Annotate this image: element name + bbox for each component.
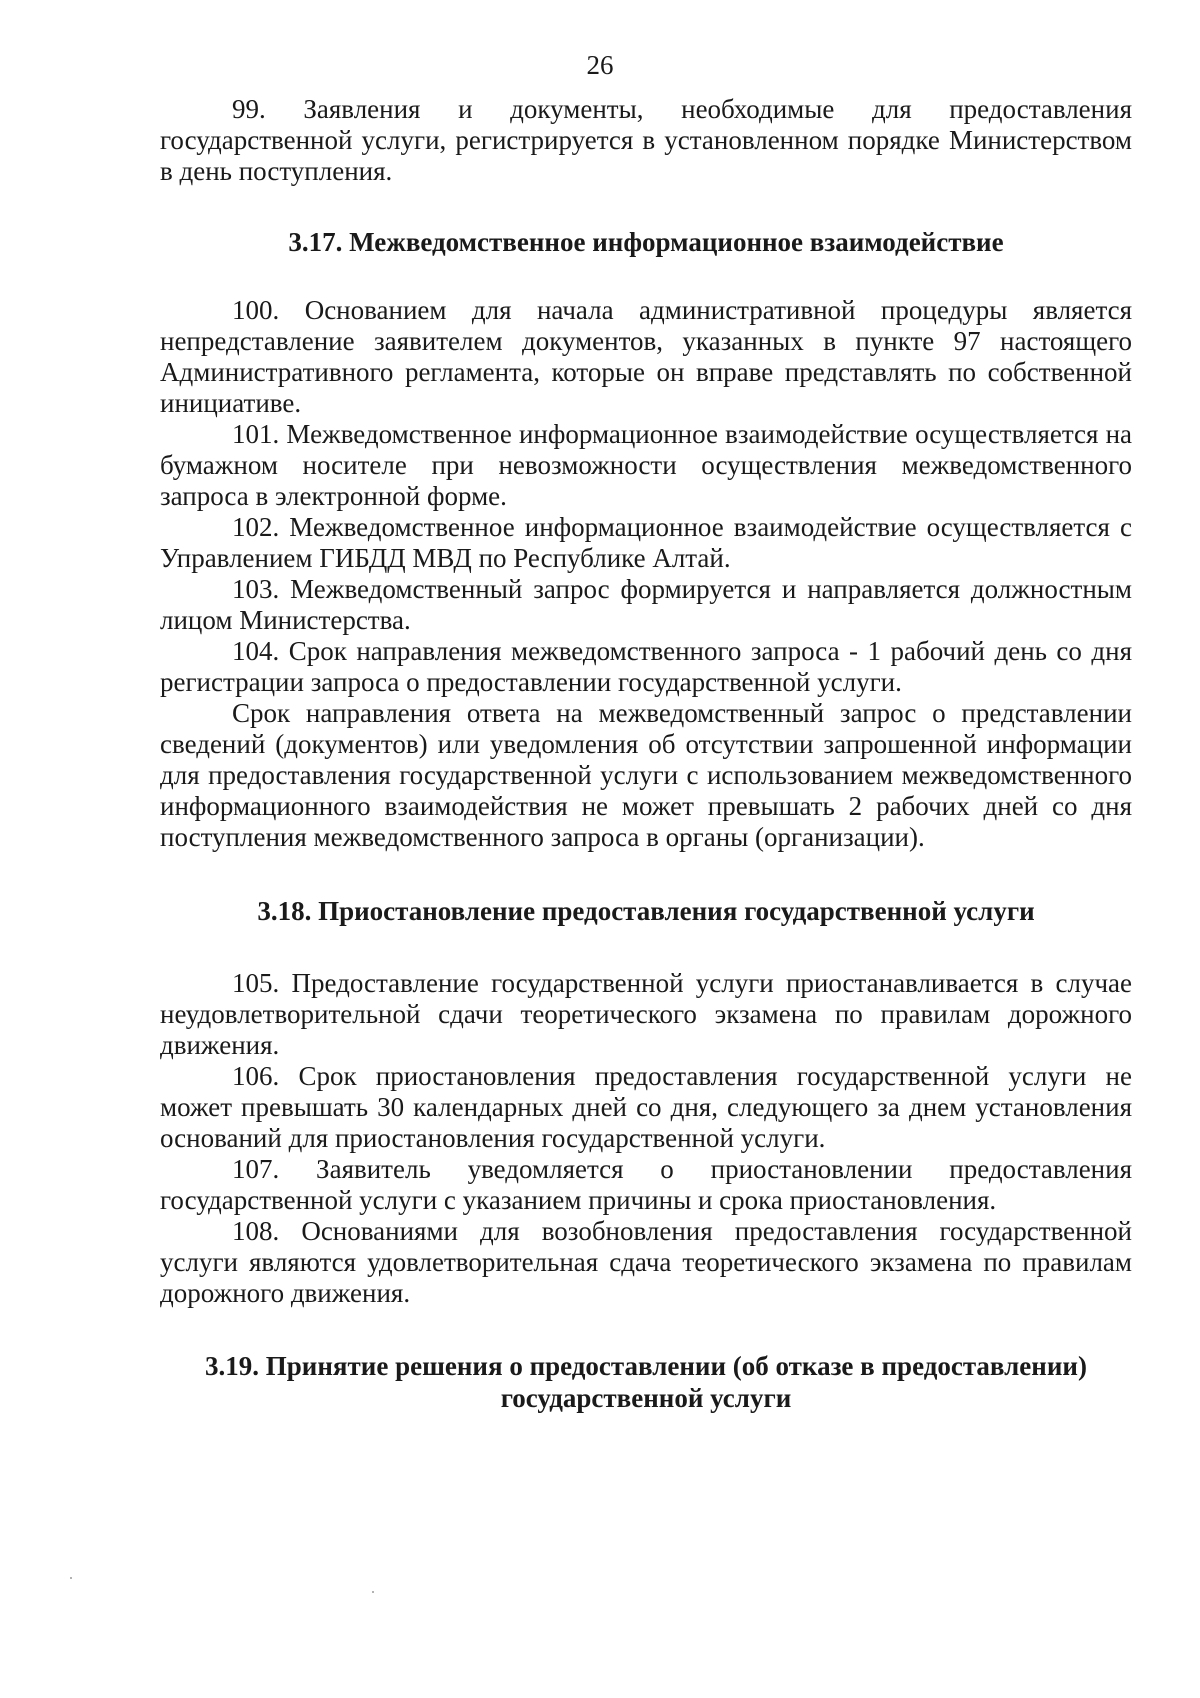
- paragraph-108: 108. Основаниями для возобновления предоставления государственной услуги являются удовлетворительная сдача теоретического экзамена по правилам дорожного движения.: [160, 1216, 1132, 1308]
- paragraph-102: 102. Межведомственное информационное взаимодействие осуществляется с Управлением ГИБДД МВД по Республике Алтай.: [160, 512, 1132, 573]
- paragraph-99: 99. Заявления и документы, необходимые для предоставления государственной услуги, регистрируется в установленном порядке Министерством в день поступления.: [160, 94, 1132, 186]
- section-heading-3-18: 3.18. Приостановление предоставления государственной услуги: [257, 896, 1035, 926]
- section-heading-3-19: [160, 1350, 1132, 1414]
- paragraph-101: 101. Межведомственное информационное взаимодействие осуществляется на бумажном носителе при невозможности осуществления межведомственного запроса в электронной форме.: [160, 419, 1132, 511]
- section-heading-3-17: 3.17. Межведомственное информационное взаимодействие: [288, 227, 1004, 257]
- scan-speck: [70, 1577, 72, 1579]
- paragraph-100: 100. Основанием для начала административной процедуры является непредставление заявителем документов, указанных в пункте 97 настоящего Административного регламента, которые он вправе представлять по собственной инициативе.: [160, 295, 1132, 418]
- paragraph-103: 103. Межведомственный запрос формируется и направляется должностным лицом Министерства.: [160, 574, 1132, 635]
- paragraph-104: 104. Срок направления межведомственного запроса - 1 рабочий день со дня регистрации запроса о предоставлении государственной услуги.: [160, 636, 1132, 697]
- paragraph-107: 107. Заявитель уведомляется о приостановлении предоставления государственной услуги с указанием причины и срока приостановления.: [160, 1154, 1132, 1215]
- scan-speck: [372, 1591, 374, 1593]
- section-heading-3-19-line-2: государственной услуги: [500, 1383, 792, 1413]
- paragraph-104-continued: Срок направления ответа на межведомственный запрос о представлении сведений (документов) или уведомления об отсутствии запрошенной информации для предоставления государственной услуги с использованием межведомственного информационного взаимодействия не может превышать 2 рабочих дней со дня поступления межведомственного запроса в органы (организации).: [160, 698, 1132, 852]
- paragraph-105: 105. Предоставление государственной услуги приостанавливается в случае неудовлетворительной сдачи теоретического экзамена по правилам дорожного движения.: [160, 968, 1132, 1060]
- paragraph-106: 106. Срок приостановления предоставления государственной услуги не может превышать 30 календарных дней со дня, следующего за днем установления оснований для приостановления государственной услуги.: [160, 1061, 1132, 1153]
- page-number: 26: [586, 50, 614, 80]
- section-heading-3-19-line-1: 3.19. Принятие решения о предоставлении (об отказе в предоставлении): [205, 1351, 1087, 1381]
- document-body: [160, 94, 1132, 1414]
